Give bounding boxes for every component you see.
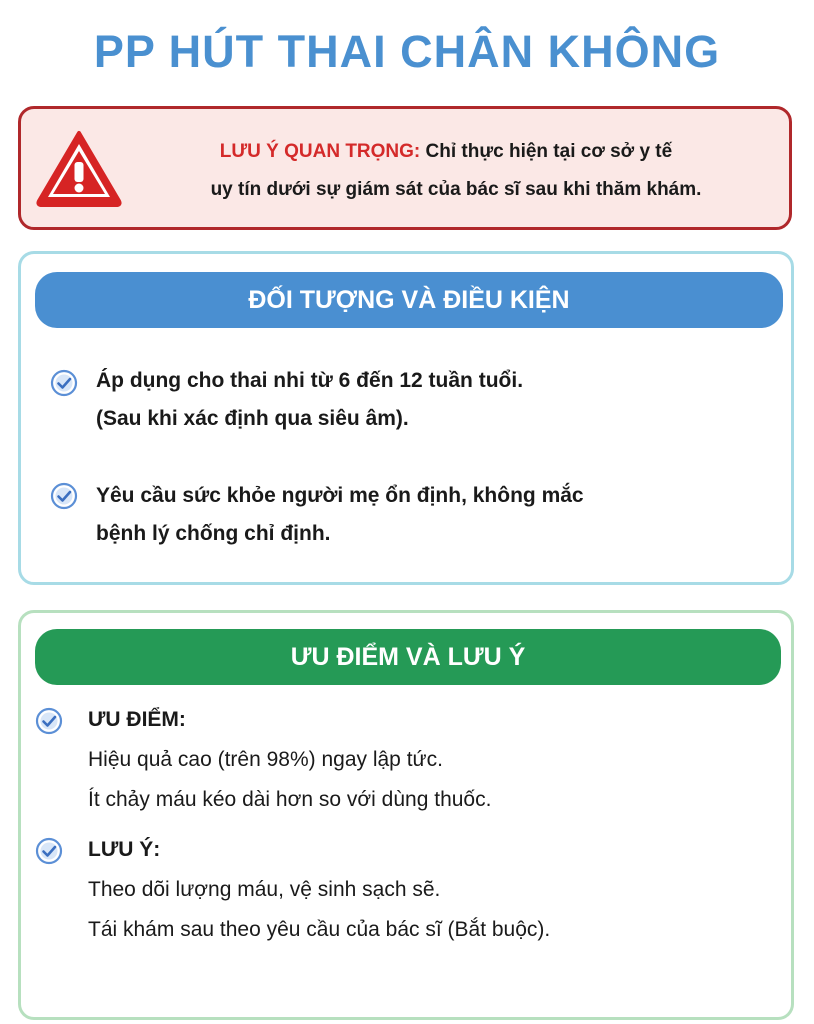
warning-text-line-2: uy tín dưới sự giám sát của bác sĩ sau khi thăm khám. [210,179,702,200]
page-title: PP HÚT THAI CHÂN KHÔNG [93,26,721,77]
advantages-heading: ƯU ĐIỂM VÀ LƯU Ý [35,629,781,685]
advantages-line-1: Hiệu quả cao (trên 98%) ngay lập tức. [88,748,443,771]
important-warning-box [18,106,792,230]
warning-text-rest: Chỉ thực hiện tại cơ sở y tế [420,141,673,162]
conditions-card [18,251,794,585]
warning-highlight: LƯU Ý QUAN TRỌNG: [219,141,421,162]
check-circle-icon [35,837,63,865]
check-circle-icon [35,707,63,735]
notes-line-2: Tái khám sau theo yêu cầu của bác sĩ (Bắt buộc). [88,918,551,941]
warning-text-line-1 [171,141,721,163]
advantages-label: ƯU ĐIỂM: [88,708,186,731]
advantages-card [18,610,794,1020]
condition-item-2-line-2: bệnh lý chống chỉ định. [96,522,331,545]
notes-line-1: Theo dõi lượng máu, vệ sinh sạch sẽ. [88,878,441,901]
warning-triangle-icon [35,129,123,207]
check-circle-icon [50,482,78,510]
condition-item-1-line-1: Áp dụng cho thai nhi từ 6 đến 12 tuần tuổi. [96,369,524,392]
condition-item-1-line-2: (Sau khi xác định qua siêu âm). [96,407,409,430]
conditions-heading: ĐỐI TƯỢNG VÀ ĐIỀU KIỆN [35,272,783,328]
condition-item-2-line-1: Yêu cầu sức khỏe người mẹ ổn định, không mắc [96,484,584,507]
check-circle-icon [50,369,78,397]
advantages-line-2: Ít chảy máu kéo dài hơn so với dùng thuốc. [88,788,492,811]
notes-label: LƯU Ý: [88,838,161,861]
